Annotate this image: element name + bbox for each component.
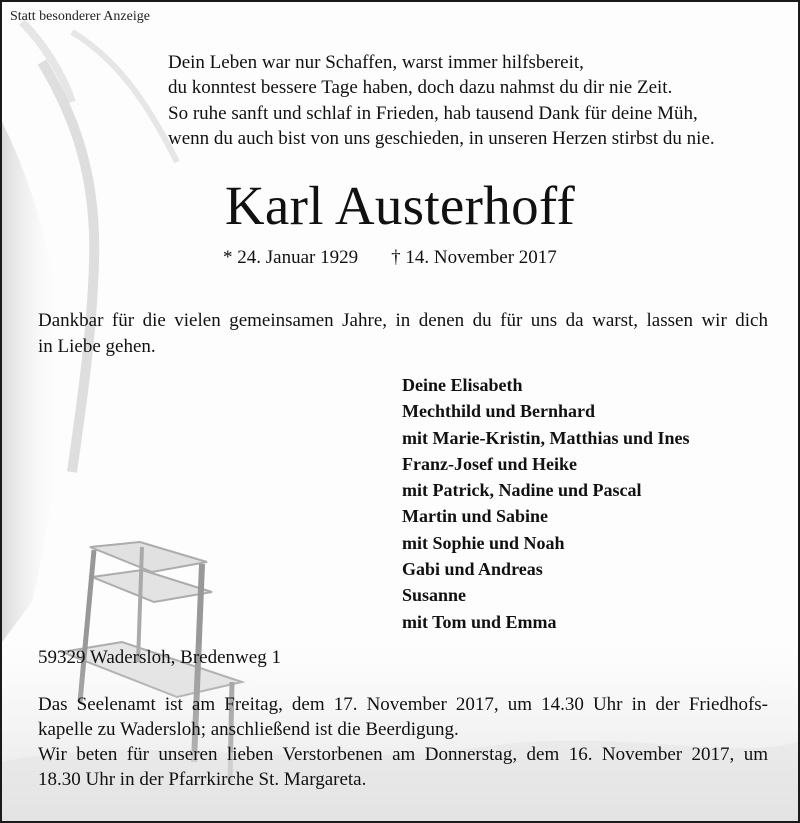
family-member: Franz-Josef und Heike: [402, 453, 577, 474]
family-member: Martin und Sabine: [402, 506, 549, 527]
family-member: Mechthild und Bernhard: [402, 401, 596, 422]
family-member: mit Patrick, Nadine und Pascal: [402, 480, 642, 501]
family-list: [402, 372, 690, 635]
life-dates: [223, 247, 557, 269]
poem-line: du konntest bessere Tage haben, doch dazu nahmst du dir nie Zeit.: [168, 77, 673, 99]
family-member: mit Marie-Kristin, Matthias und Ines: [402, 427, 690, 448]
poem-line: So ruhe sanft und schlaf in Frieden, hab tausend Dank für deine Müh,: [168, 102, 698, 124]
service-info: [38, 692, 768, 792]
birth-date: * 24. Januar 1929: [223, 247, 359, 268]
thanks-line: Dankbar für die vielen gemeinsamen Jahre, in denen du für uns da warst, lassen wir dich: [38, 310, 768, 331]
family-member: Deine Elisabeth: [402, 375, 523, 395]
address: 59329 Wadersloh, Bredenweg 1: [38, 647, 281, 668]
family-member: mit Sophie und Noah: [402, 532, 565, 553]
poem: [168, 50, 715, 151]
service-line: kapelle zu Wadersloh; anschließend ist die Beerdigung.: [38, 719, 459, 740]
service-line: Das Seelenamt ist am Freitag, dem 17. November 2017, um 14.30 Uhr in der Friedhofs-: [38, 694, 768, 715]
header-label: Statt besonderer Anzeige: [10, 9, 150, 24]
death-date: † 14. November 2017: [391, 247, 557, 268]
family-member: Susanne: [402, 585, 467, 606]
family-member: mit Tom und Emma: [402, 611, 557, 632]
poem-line: wenn du auch bist von uns geschieden, in unseren Herzen stirbst du nie.: [168, 127, 715, 149]
thanks-text: [38, 308, 768, 359]
family-member: Gabi und Andreas: [402, 559, 543, 580]
poem-line: Dein Leben war nur Schaffen, warst immer hilfsbereit,: [168, 52, 584, 73]
deceased-name: Karl Austerhoff: [224, 175, 576, 236]
service-line: 18.30 Uhr in der Pfarrkirche St. Margareta.: [38, 769, 367, 790]
thanks-line: in Liebe gehen.: [38, 335, 156, 357]
service-line: Wir beten für unseren lieben Verstorbenen am Donnerstag, dem 16. November 2017, um: [38, 744, 768, 765]
